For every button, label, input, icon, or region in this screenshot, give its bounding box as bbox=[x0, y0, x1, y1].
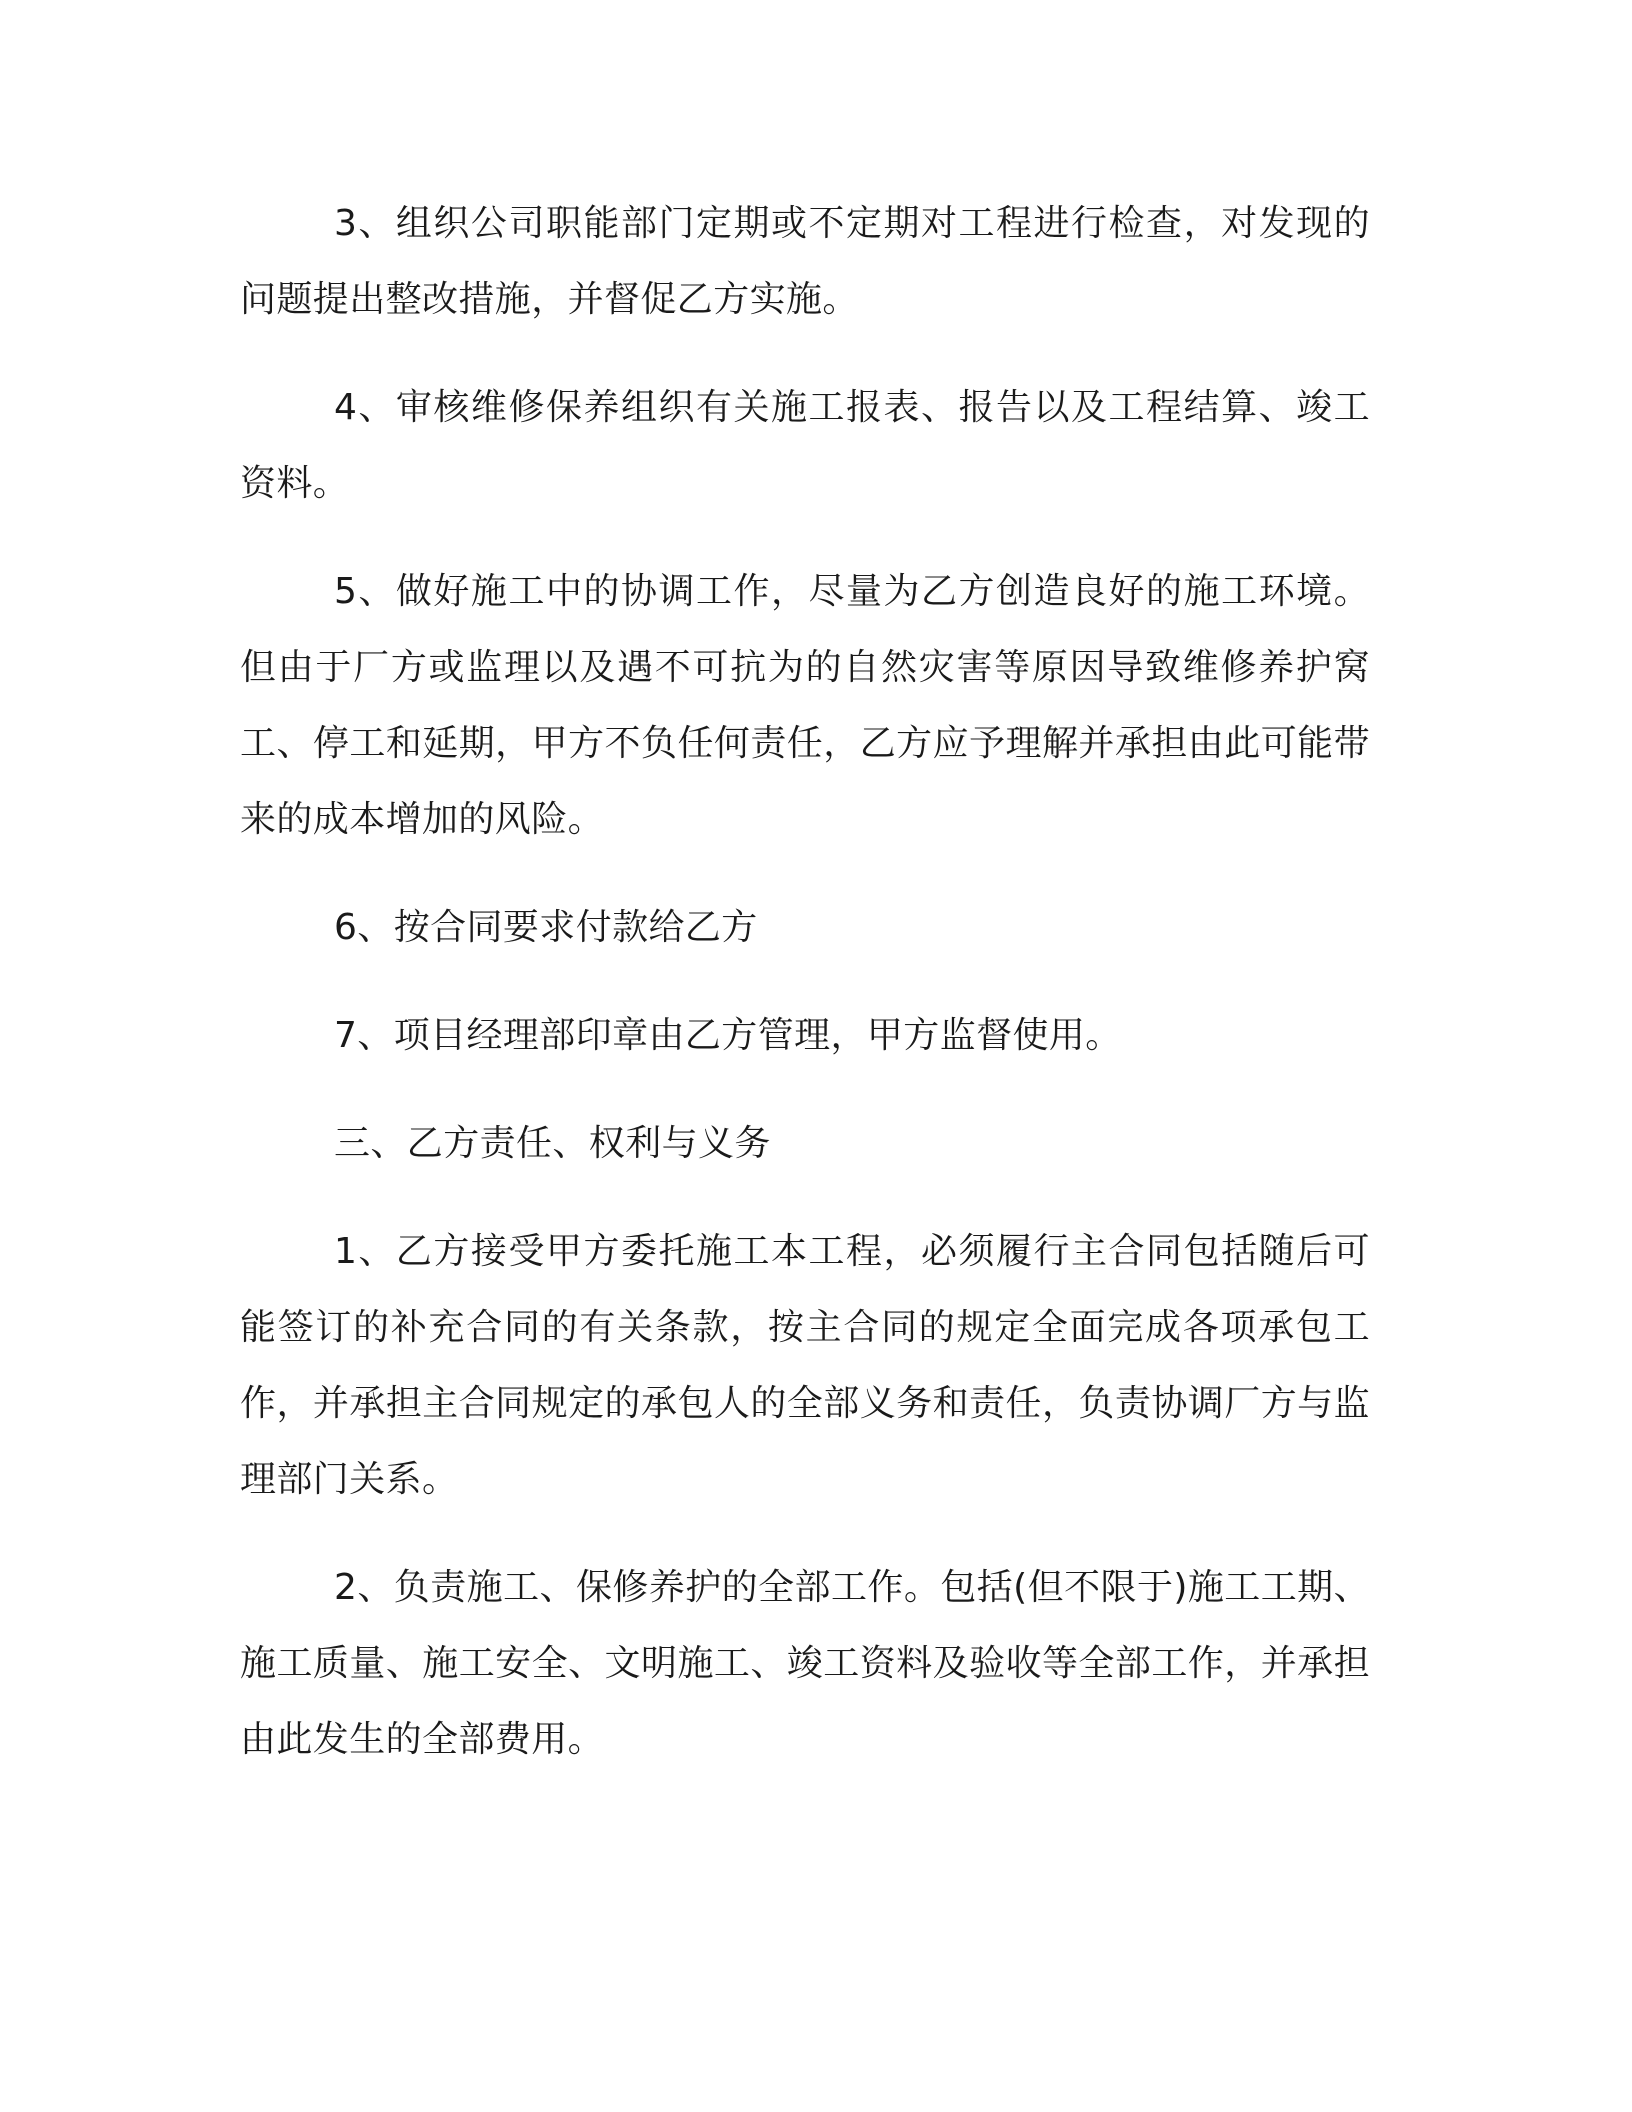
paragraph-item-6: 6、按合同要求付款给乙方 bbox=[334, 907, 758, 948]
paragraph-item-7: 7、项目经理部印章由乙方管理，甲方监督使用。 bbox=[334, 1015, 1122, 1056]
paragraph-item-4: 4、审核维修保养组织有关施工报表、报告以及工程结算、竣工资料。 bbox=[240, 387, 1370, 504]
section-paragraph-1: 1、乙方接受甲方委托施工本工程，必须履行主合同包括随后可能签订的补充合同的有关条款，按主合同的规定全面完成各项承包工作，并承担主合同规定的承包人的全部义务和责任，负责协调厂方与监理部门关系。 bbox=[240, 1231, 1370, 1500]
paragraph-item-5: 5、做好施工中的协调工作，尽量为乙方创造良好的施工环境。但由于厂方或监理以及遇不可抗为的自然灾害等原因导致维修养护窝工、停工和延期，甲方不负任何责任，乙方应予理解并承担由此可能带来的成本增加的风险。 bbox=[240, 571, 1370, 840]
section-paragraph-2: 2、负责施工、保修养护的全部工作。包括(但不限于)施工工期、施工质量、施工安全、文明施工、竣工资料及验收等全部工作，并承担由此发生的全部费用。 bbox=[240, 1567, 1370, 1760]
paragraph-item-3: 3、组织公司职能部门定期或不定期对工程进行检查，对发现的问题提出整改措施，并督促乙方实施。 bbox=[240, 203, 1370, 320]
document-body bbox=[240, 186, 1370, 1810]
section-heading: 三、乙方责任、权利与义务 bbox=[334, 1123, 771, 1164]
